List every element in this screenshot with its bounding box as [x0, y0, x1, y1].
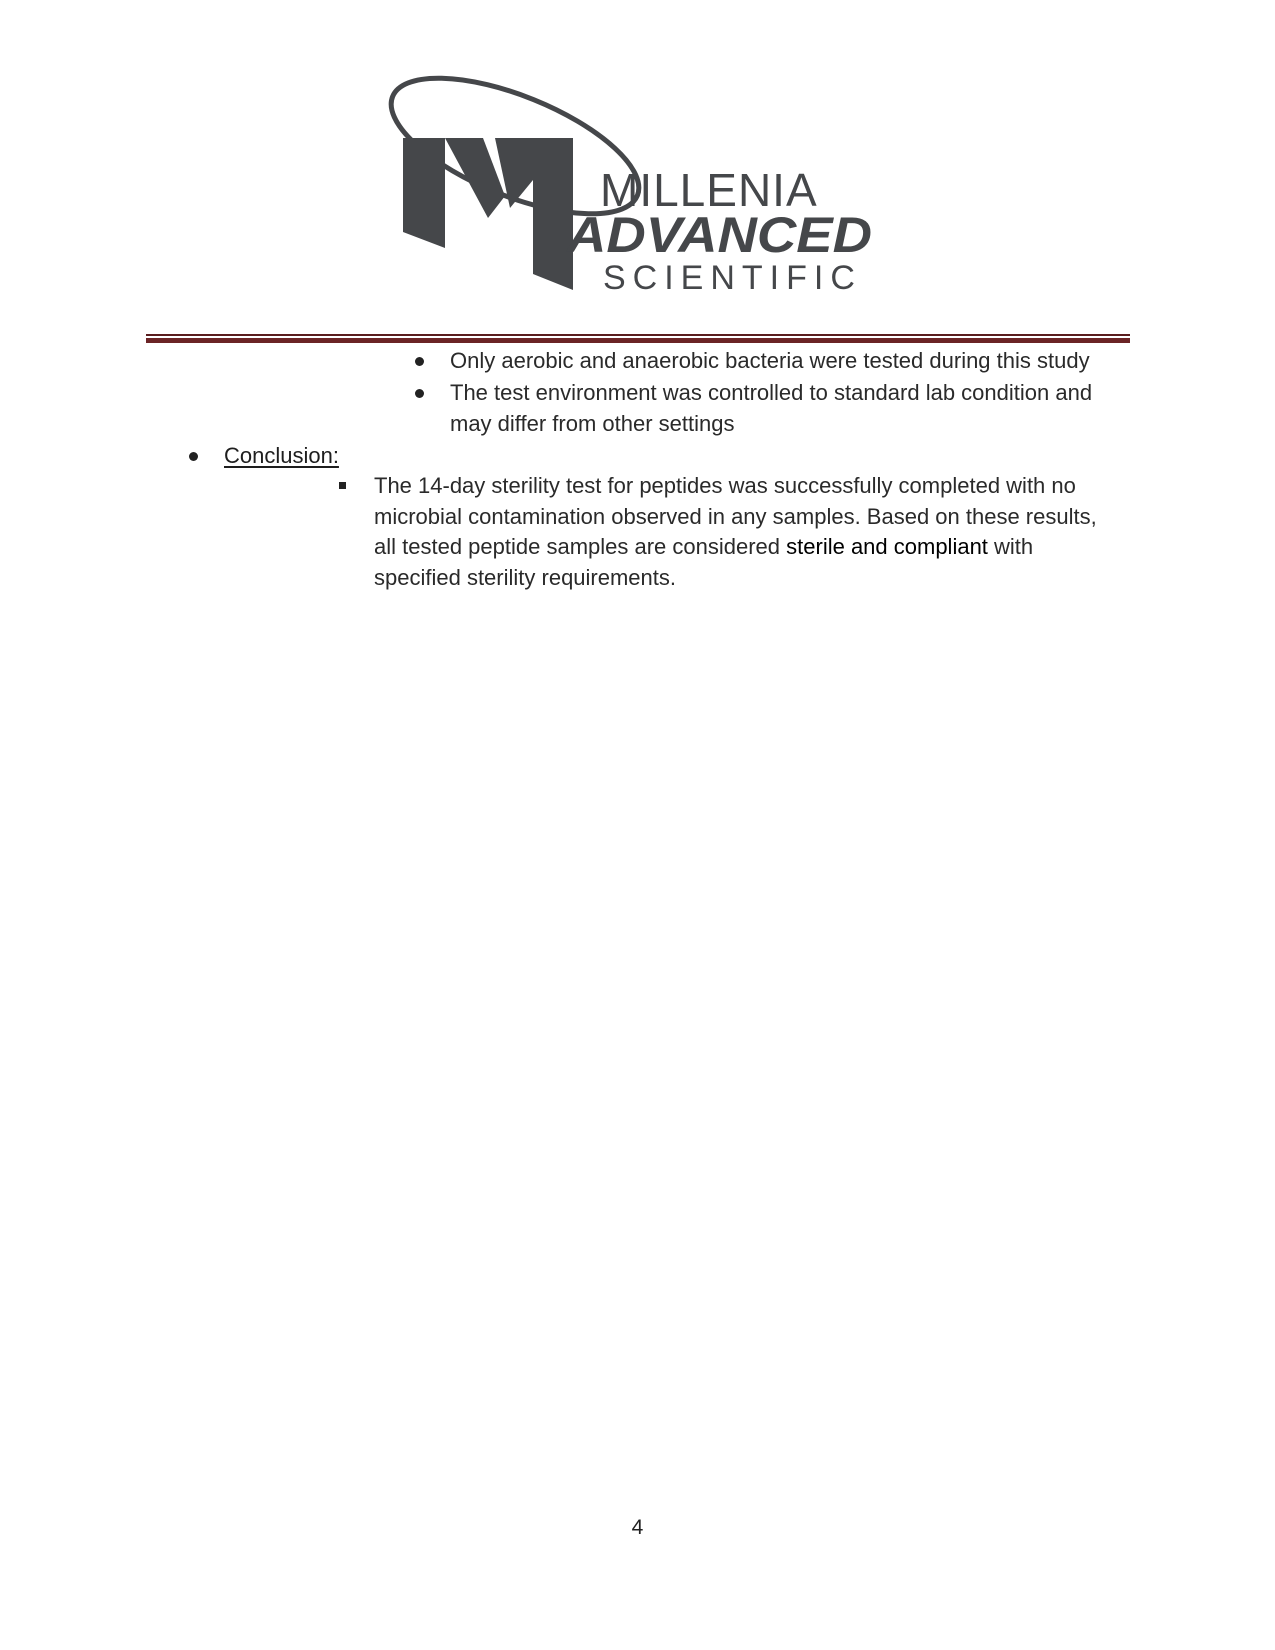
logo-line2: ADVANCED	[564, 207, 872, 263]
list-item: Only aerobic and anaerobic bacteria were tested during this study	[450, 348, 1090, 373]
page-number: 4	[631, 1516, 644, 1539]
square-bullet-icon	[339, 482, 346, 489]
company-logo	[345, 68, 925, 308]
conclusion-text-segment: with	[987, 534, 1034, 559]
conclusion-text-line: specified sterility requirements.	[374, 565, 677, 590]
conclusion-text-segment: all tested peptide samples are considered	[374, 534, 787, 559]
bullet-icon	[415, 389, 424, 398]
logo-graphic	[345, 68, 925, 308]
header-rule-thin	[146, 334, 1130, 336]
logo-line3: SCIENTIFIC	[603, 259, 862, 297]
conclusion-text-line: The 14-day sterility test for peptides was successfully completed with no	[374, 473, 1076, 498]
bullet-icon	[189, 452, 198, 461]
conclusion-text-line	[374, 531, 1033, 562]
header-rule-thick	[146, 338, 1130, 343]
conclusion-heading: Conclusion:	[224, 443, 339, 468]
conclusion-text-line: microbial contamination observed in any samples. Based on these results,	[374, 504, 1097, 529]
list-item-continuation: may differ from other settings	[450, 411, 735, 436]
bullet-icon	[415, 357, 424, 366]
conclusion-emphasis: sterile and compliant	[786, 534, 988, 559]
list-item: The test environment was controlled to standard lab condition and	[450, 380, 1093, 405]
logo-line1: MILLENIA	[600, 164, 818, 216]
logo-monogram-shape	[403, 138, 573, 290]
